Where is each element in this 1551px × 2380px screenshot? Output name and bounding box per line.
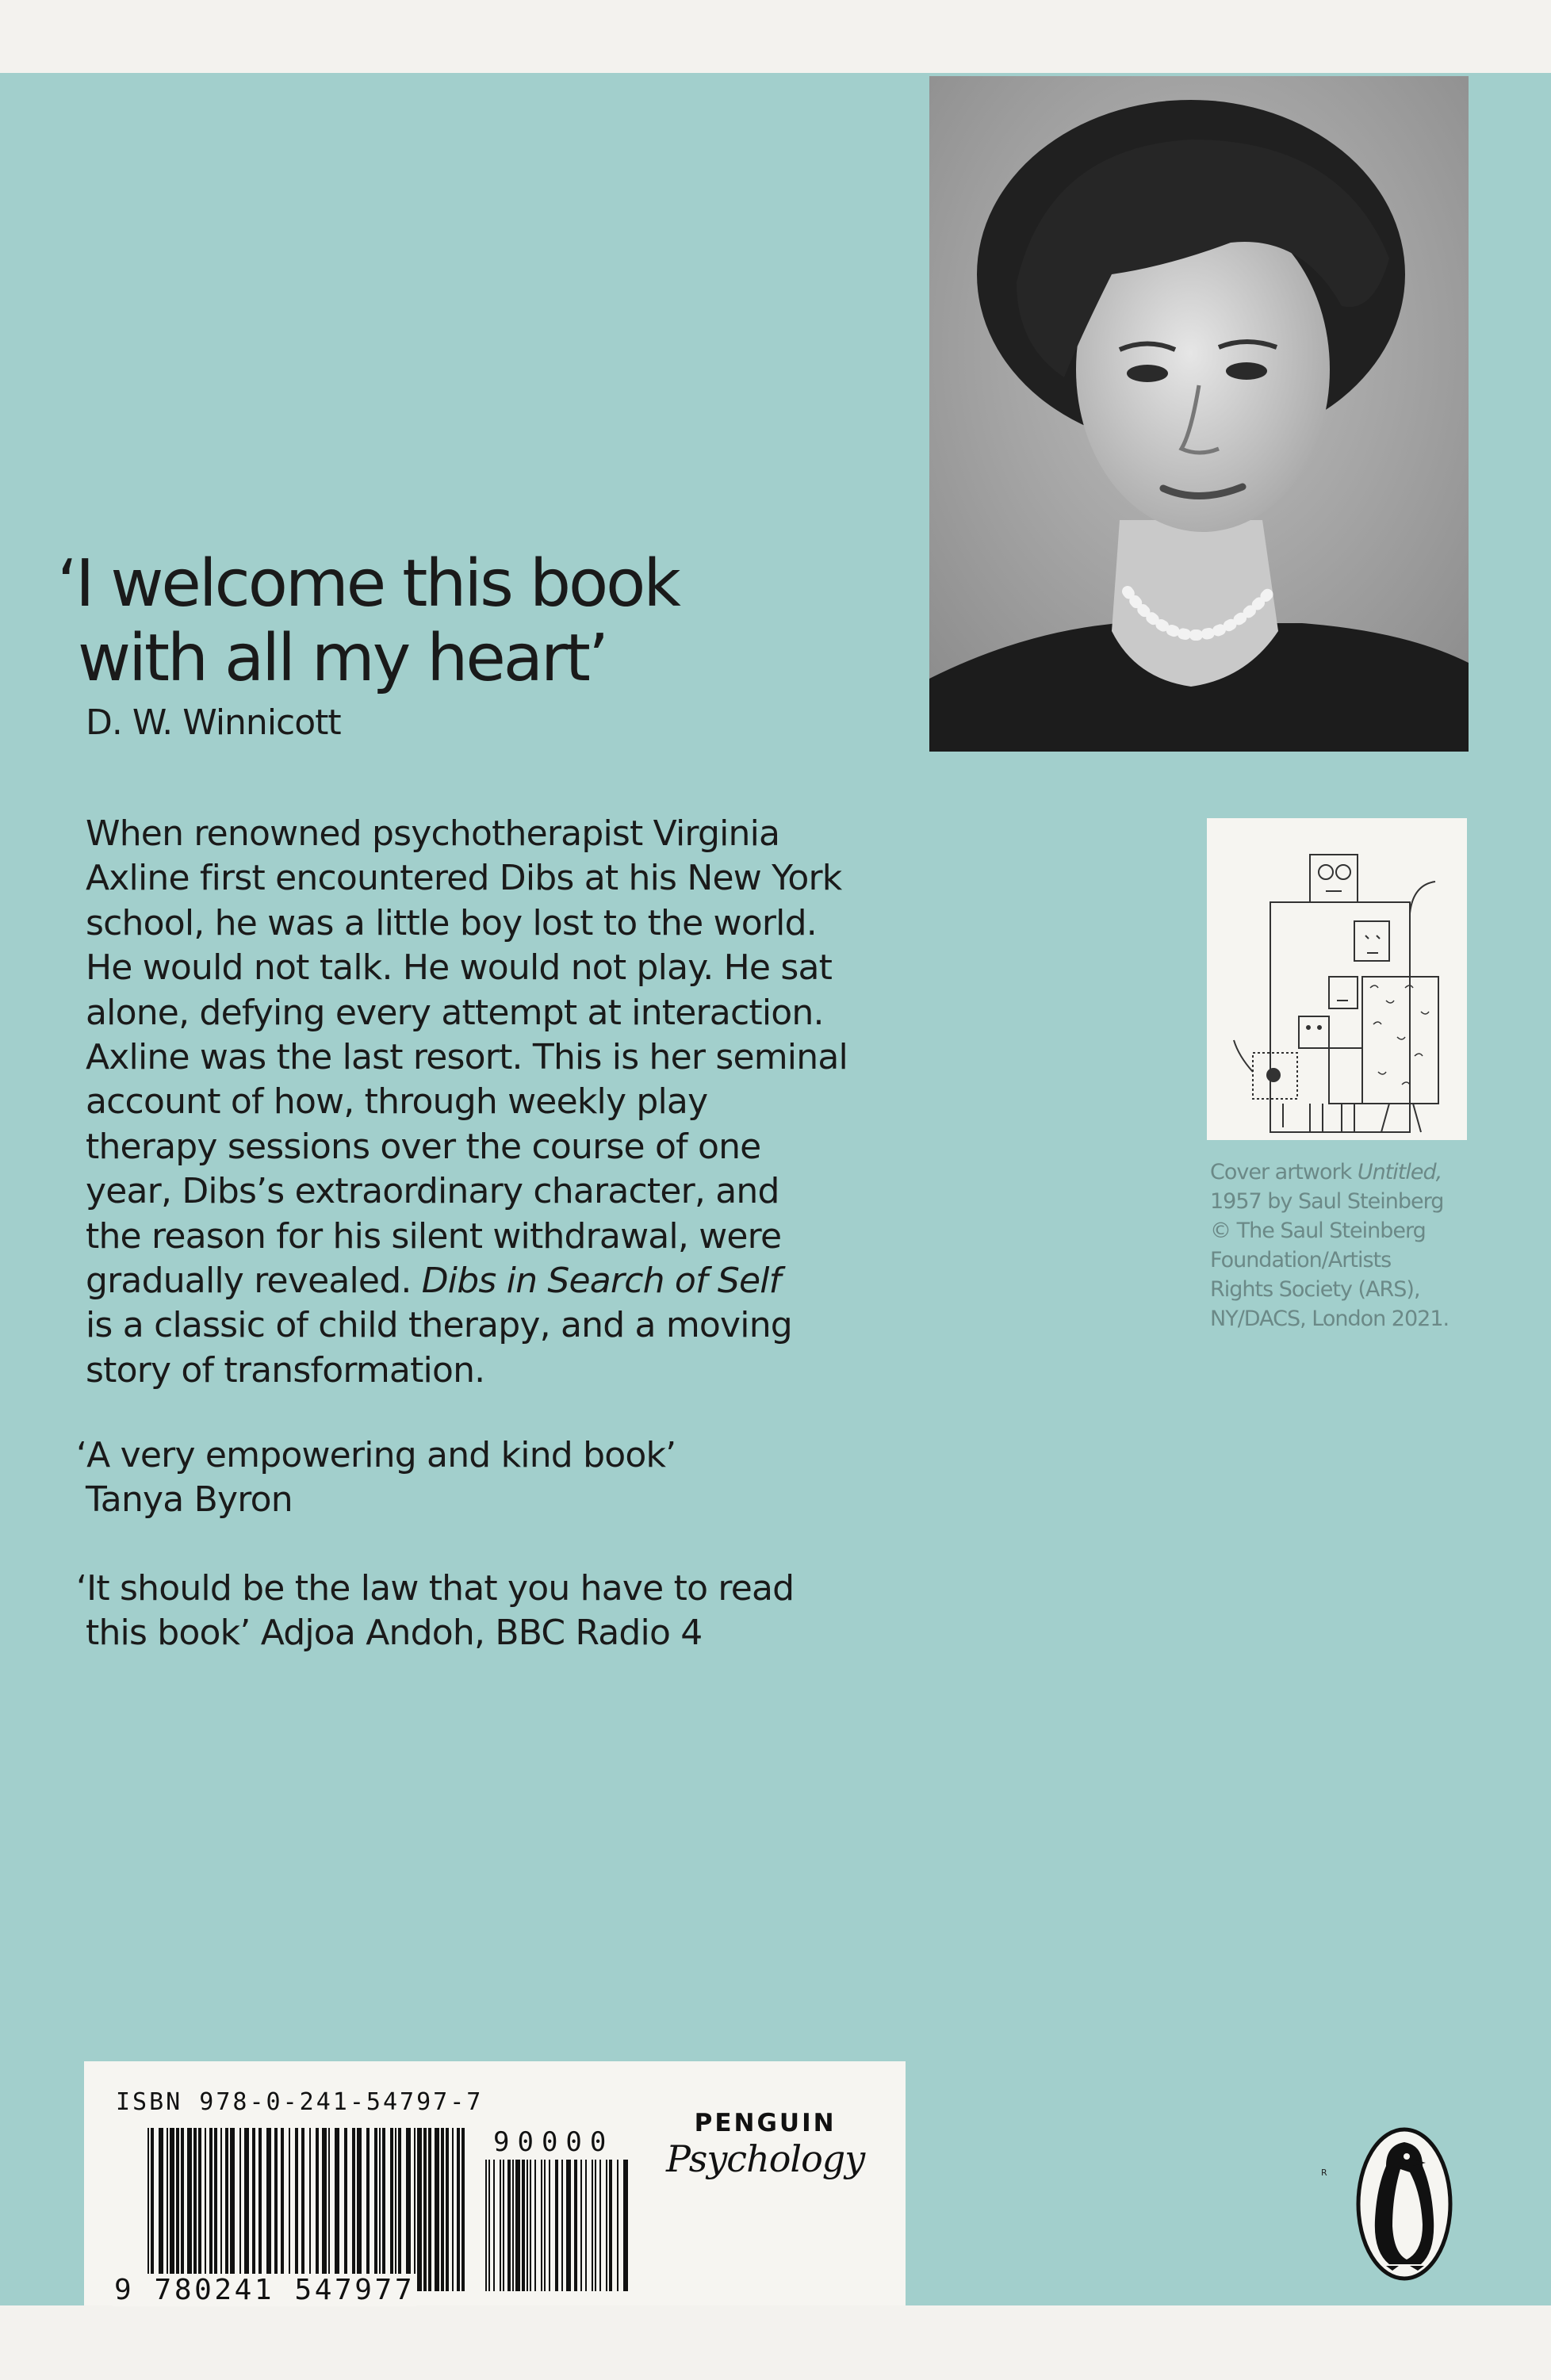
penguin-logo-icon: [1354, 2125, 1454, 2283]
barcode-bar: [606, 2160, 607, 2291]
barcode-bar: [599, 2160, 601, 2291]
barcode-bar: [352, 2128, 355, 2291]
barcode-bar: [522, 2160, 525, 2291]
barcode-bar: [617, 2160, 618, 2291]
barcode-panel: [84, 2061, 906, 2305]
ean-digits: 9 780241 547977: [114, 2274, 416, 2306]
review-quote-attribution: Tanya Byron: [86, 1479, 293, 1520]
barcode-bar: [585, 2160, 587, 2291]
ean-barcode: [147, 2128, 469, 2291]
barcode-bar: [266, 2128, 271, 2291]
blurb-line: is a classic of child therapy, and a moving: [86, 1305, 792, 1346]
book-title: Dibs in Search of Self: [421, 1261, 781, 1302]
barcode-bar: [512, 2160, 514, 2291]
barcode-bar: [561, 2160, 563, 2291]
blurb-line-text: gradually revealed.: [86, 1261, 422, 1302]
barcode-bar: [534, 2160, 536, 2291]
blurb-line: the reason for his silent withdrawal, were: [86, 1215, 782, 1257]
barcode-bar: [214, 2128, 217, 2291]
registered-mark: R: [1321, 2168, 1327, 2178]
artwork-title: Untitled,: [1357, 1160, 1442, 1184]
review-quote-text-continued: this book’ Adjoa Andoh, BBC Radio 4: [86, 1613, 703, 1653]
barcode-bar: [555, 2160, 558, 2291]
barcode-bar: [493, 2160, 495, 2291]
review-quote-2: [76, 1567, 794, 1655]
barcode-bar: [406, 2128, 411, 2291]
blurb-line: year, Dibs’s extraordinary character, and: [86, 1171, 779, 1212]
book-blurb: [86, 812, 942, 1393]
barcode-bar: [507, 2160, 511, 2291]
author-portrait-photo: [929, 76, 1469, 752]
barcode-bar: [541, 2160, 542, 2291]
barcode-bar: [239, 2128, 241, 2291]
barcode-bar: [344, 2128, 347, 2291]
barcode-bar: [309, 2128, 311, 2291]
barcode-bar: [374, 2128, 377, 2291]
barcode-bar: [452, 2128, 454, 2291]
barcode-bar: [167, 2128, 168, 2291]
barcode-bar: [322, 2128, 327, 2291]
credit-line: 1957 by Saul Steinberg: [1210, 1189, 1444, 1214]
barcode-bar: [398, 2128, 401, 2291]
review-quote-text: ‘It should be the law that you have to read: [76, 1568, 795, 1609]
cover-art-credit: [1210, 1157, 1472, 1333]
barcode-bar: [446, 2128, 449, 2291]
barcode-bar: [366, 2128, 370, 2291]
price-addon-digits: 90000: [493, 2126, 615, 2158]
publisher-imprint: [666, 2109, 864, 2180]
barcode-bar: [198, 2128, 201, 2291]
barcode-bar: [151, 2128, 154, 2291]
barcode-bar: [435, 2128, 439, 2291]
blurb-line: therapy sessions over the course of one: [86, 1126, 761, 1167]
blurb-line: account of how, through weekly play: [86, 1081, 708, 1123]
headline-quote-attribution: D. W. Winnicott: [86, 702, 341, 743]
credit-prefix: Cover artwork: [1210, 1160, 1358, 1184]
barcode-bar: [515, 2160, 520, 2291]
publisher-name: PENGUIN: [694, 2109, 837, 2137]
price-addon-barcode: [485, 2160, 636, 2291]
barcode-bar: [159, 2128, 163, 2291]
credit-line: [1210, 1157, 1472, 1187]
headline-quote-line-1: ‘I welcome this book: [57, 546, 679, 622]
barcode-bar: [566, 2160, 571, 2291]
barcode-bar: [181, 2128, 184, 2291]
barcode-bar: [382, 2128, 385, 2291]
barcode-bar: [503, 2160, 504, 2291]
barcode-bar: [414, 2128, 416, 2291]
barcode-bar: [395, 2128, 396, 2291]
barcode-bar: [252, 2128, 255, 2291]
barcode-bar: [225, 2128, 228, 2291]
barcode-bar: [423, 2128, 427, 2291]
credit-line: NY/DACS, London 2021.: [1210, 1307, 1450, 1331]
barcode-bar: [441, 2128, 444, 2291]
blurb-line: Axline first encountered Dibs at his New York: [86, 858, 842, 899]
blurb-line: story of transformation.: [86, 1349, 485, 1391]
headline-quote-line-2: with all my heart’: [78, 621, 607, 696]
barcode-bar: [357, 2128, 362, 2291]
barcode-bar: [428, 2128, 431, 2291]
blurb-line: Axline was the last resort. This is her seminal: [86, 1037, 848, 1078]
barcode-bar: [500, 2160, 501, 2291]
credit-line: Foundation/Artists: [1210, 1248, 1392, 1272]
barcode-bar: [549, 2160, 550, 2291]
barcode-bar: [592, 2160, 593, 2291]
barcode-bar: [170, 2128, 174, 2291]
barcode-bar: [580, 2160, 582, 2291]
barcode-bar: [574, 2160, 577, 2291]
barcode-bar: [187, 2128, 192, 2291]
blurb-line: He would not talk. He would not play. He sat: [86, 947, 833, 989]
barcode-bar: [595, 2160, 596, 2291]
barcode-bar: [176, 2128, 179, 2291]
review-quote-1: [76, 1433, 676, 1522]
blurb-line: school, he was a little boy lost to the world.: [86, 902, 817, 943]
barcode-bar: [485, 2160, 487, 2291]
barcode-bar: [328, 2128, 330, 2291]
barcode-bar: [623, 2160, 628, 2291]
barcode-bar: [209, 2128, 213, 2291]
cover-artwork-thumbnail: [1207, 818, 1467, 1140]
barcode-bar: [417, 2128, 422, 2291]
barcode-bar: [461, 2128, 465, 2291]
headline-quote: [57, 547, 898, 696]
barcode-bar: [390, 2128, 393, 2291]
barcode-bar: [379, 2128, 381, 2291]
barcode-bar: [609, 2160, 612, 2291]
barcode-bar: [316, 2128, 319, 2291]
credit-line: Rights Society (ARS),: [1210, 1277, 1420, 1302]
barcode-bar: [193, 2128, 197, 2291]
series-name: Psychology: [666, 2137, 865, 2180]
barcode-bar: [457, 2128, 460, 2291]
barcode-bar: [274, 2128, 278, 2291]
barcode-bar: [220, 2128, 222, 2291]
barcode-bar: [295, 2128, 298, 2291]
blurb-line: When renowned psychotherapist Virginia: [86, 813, 780, 854]
review-quote-text: ‘A very empowering and kind book’: [76, 1435, 676, 1475]
barcode-bar: [544, 2160, 546, 2291]
barcode-bar: [230, 2128, 235, 2291]
barcode-bar: [258, 2128, 262, 2291]
barcode-bar: [205, 2128, 206, 2291]
barcode-bar: [244, 2128, 249, 2291]
blurb-line: [86, 1259, 942, 1303]
barcode-bar: [147, 2128, 149, 2291]
barcode-bar: [527, 2160, 528, 2291]
barcode-bar: [281, 2128, 284, 2291]
barcode-bar: [289, 2128, 290, 2291]
blurb-line: alone, defying every attempt at interaction.: [86, 992, 824, 1033]
barcode-bar: [488, 2160, 490, 2291]
isbn-label: ISBN 978-0-241-54797-7: [116, 2088, 484, 2116]
credit-line: © The Saul Steinberg: [1210, 1219, 1426, 1243]
barcode-bar: [335, 2128, 339, 2291]
barcode-bar: [530, 2160, 531, 2291]
barcode-bar: [301, 2128, 304, 2291]
